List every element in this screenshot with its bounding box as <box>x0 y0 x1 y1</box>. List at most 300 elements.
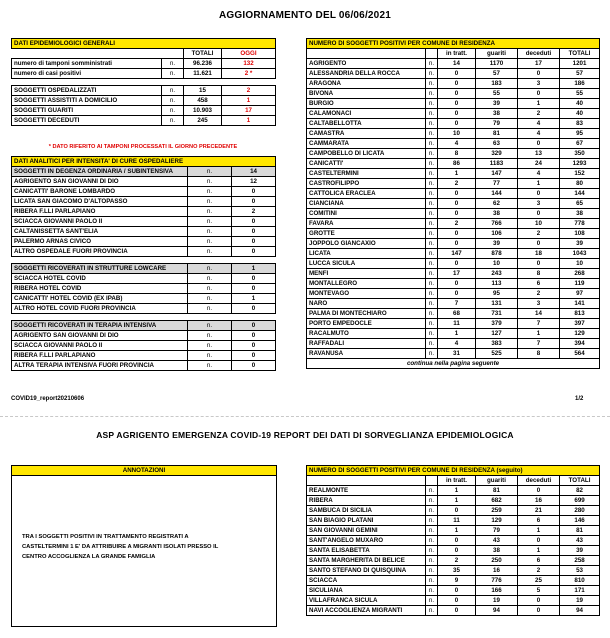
unit-label: n. <box>426 536 438 546</box>
analytic-row <box>12 294 276 304</box>
deceduti-value: 18 <box>518 249 560 259</box>
hospital-value: 0 <box>232 187 276 197</box>
in-tratt-value: 0 <box>438 596 476 606</box>
guariti-value: 63 <box>476 139 518 149</box>
comune-name: CAMPOBELLO DI LICATA <box>307 149 426 159</box>
unit-label: n. <box>188 321 232 331</box>
guariti-value: 77 <box>476 179 518 189</box>
comune-name: JOPPOLO GIANCAXIO <box>307 239 426 249</box>
totali-value: 43 <box>560 536 600 546</box>
hospital-value: 0 <box>232 274 276 284</box>
analytic-row <box>12 361 276 371</box>
totali-value: 146 <box>560 516 600 526</box>
deceduti-value: 0 <box>518 596 560 606</box>
in-tratt-value: 0 <box>438 289 476 299</box>
guariti-value: 95 <box>476 289 518 299</box>
unit-label: n. <box>426 586 438 596</box>
comune-name: SAN GIOVANNI GEMINI <box>307 526 426 536</box>
general-header: DATI EPIDEMIOLOGICI GENERALI <box>12 39 276 49</box>
comune-name: ALESSANDRIA DELLA ROCCA <box>307 69 426 79</box>
unit-label: n. <box>426 189 438 199</box>
deceduti-value: 0 <box>518 139 560 149</box>
unit-label: n. <box>188 304 232 314</box>
unit-label: n. <box>426 546 438 556</box>
deceduti-value: 6 <box>518 556 560 566</box>
totali-value: 40 <box>560 109 600 119</box>
comune-row <box>307 576 600 586</box>
unit-label: n. <box>426 596 438 606</box>
guariti-value: 79 <box>476 119 518 129</box>
analytic-row <box>12 351 276 361</box>
guariti-value: 131 <box>476 299 518 309</box>
general-total: 15 <box>184 86 222 96</box>
in-tratt-value: 0 <box>438 229 476 239</box>
deceduti-value: 17 <box>518 59 560 69</box>
deceduti-value: 1 <box>518 329 560 339</box>
continue-note: continua nella pagina seguente <box>307 359 600 369</box>
totali-value: 55 <box>560 89 600 99</box>
col-guariti: guariti <box>476 476 518 486</box>
general-rows-a <box>12 59 276 79</box>
deceduti-value: 0 <box>518 259 560 269</box>
deceduti-value: 14 <box>518 309 560 319</box>
comune-name: MENFI <box>307 269 426 279</box>
totali-value: 108 <box>560 229 600 239</box>
in-tratt-value: 0 <box>438 259 476 269</box>
analytic-row <box>12 207 276 217</box>
hospital-label: CANICATTI' BARONE LOMBARDO <box>12 187 188 197</box>
unit-label: n. <box>188 237 232 247</box>
annotations-header: ANNOTAZIONI <box>12 466 276 476</box>
comune-name: CAMMARATA <box>307 139 426 149</box>
totali-value: 699 <box>560 496 600 506</box>
general-row <box>12 86 276 96</box>
hospital-label: CANICATTI' HOTEL COVID (EX IPAB) <box>12 294 188 304</box>
hospital-value: 2 <box>232 207 276 217</box>
unit-label: n. <box>426 59 438 69</box>
comune-row <box>307 516 600 526</box>
deceduti-value: 2 <box>518 289 560 299</box>
deceduti-value: 4 <box>518 129 560 139</box>
unit-label: n. <box>188 227 232 237</box>
annotations-text <box>22 532 218 562</box>
deceduti-value: 2 <box>518 229 560 239</box>
group-label: SOGGETTI RICOVERATI IN TERAPIA INTENSIVA <box>12 321 188 331</box>
totali-value: 397 <box>560 319 600 329</box>
deceduti-value: 25 <box>518 576 560 586</box>
guariti-value: 55 <box>476 89 518 99</box>
unit-label: n. <box>188 177 232 187</box>
comune-row <box>307 329 600 339</box>
in-tratt-value: 1 <box>438 329 476 339</box>
guariti-value: 1183 <box>476 159 518 169</box>
comune-name: MONTEVAGO <box>307 289 426 299</box>
comune-name: COMITINI <box>307 209 426 219</box>
comune-name: VILLAFRANCA SICULA <box>307 596 426 606</box>
unit-label: n. <box>426 309 438 319</box>
guariti-value: 243 <box>476 269 518 279</box>
comune-row <box>307 239 600 249</box>
in-tratt-value: 0 <box>438 119 476 129</box>
guariti-value: 525 <box>476 349 518 359</box>
page-title: AGGIORNAMENTO DEL 06/06/2021 <box>219 10 391 21</box>
unit-label: n. <box>426 319 438 329</box>
unit-label: n. <box>162 96 184 106</box>
comune-row <box>307 69 600 79</box>
in-tratt-value: 0 <box>438 89 476 99</box>
guariti-value: 39 <box>476 99 518 109</box>
unit-label: n. <box>426 169 438 179</box>
deceduti-value: 8 <box>518 269 560 279</box>
unit-label: n. <box>426 129 438 139</box>
guariti-value: 383 <box>476 339 518 349</box>
comune-row <box>307 179 600 189</box>
unit-label: n. <box>426 526 438 536</box>
guariti-value: 682 <box>476 496 518 506</box>
in-tratt-value: 4 <box>438 139 476 149</box>
hospital-label: SCIACCA GIOVANNI PAOLO II <box>12 217 188 227</box>
hospital-value: 0 <box>232 227 276 237</box>
guariti-value: 38 <box>476 109 518 119</box>
analytic-row <box>12 247 276 257</box>
general-data-table <box>11 38 276 126</box>
comune-row <box>307 596 600 606</box>
hospital-value: 0 <box>232 197 276 207</box>
analytic-row <box>12 341 276 351</box>
guariti-value: 259 <box>476 506 518 516</box>
hospital-value: 0 <box>232 217 276 227</box>
guariti-value: 166 <box>476 586 518 596</box>
comune-name: SANTA ELISABETTA <box>307 546 426 556</box>
totali-value: 95 <box>560 129 600 139</box>
hospital-value: 0 <box>232 331 276 341</box>
comune-name: CANICATTI' <box>307 159 426 169</box>
hospital-label: CALTANISSETTA SANT'ELIA <box>12 227 188 237</box>
analytic-rows <box>12 167 276 371</box>
comune-name: CAMASTRA <box>307 129 426 139</box>
unit-label: n. <box>188 341 232 351</box>
hospital-value: 0 <box>232 361 276 371</box>
guariti-value: 57 <box>476 69 518 79</box>
unit-label: n. <box>426 239 438 249</box>
hospital-label: PALERMO ARNAS CIVICO <box>12 237 188 247</box>
general-today: 2 * <box>222 69 276 79</box>
unit-label: n. <box>426 229 438 239</box>
comune-name: LICATA <box>307 249 426 259</box>
group-label: SOGGETTI RICOVERATI IN STRUTTURE LOWCARE <box>12 264 188 274</box>
guariti-value: 38 <box>476 209 518 219</box>
deceduti-value: 0 <box>518 239 560 249</box>
totali-value: 19 <box>560 596 600 606</box>
deceduti-value: 6 <box>518 279 560 289</box>
col-deceduti: deceduti <box>518 49 560 59</box>
unit-label: n. <box>426 299 438 309</box>
unit-label: n. <box>426 576 438 586</box>
comune-name: SANTA MARGHERITA DI BELICE <box>307 556 426 566</box>
hospital-value: 0 <box>232 351 276 361</box>
totali-value: 1201 <box>560 59 600 69</box>
in-tratt-value: 0 <box>438 546 476 556</box>
general-rows-b <box>12 86 276 126</box>
hospital-label: LICATA SAN GIACOMO D'ALTOPASSO <box>12 197 188 207</box>
in-tratt-value: 0 <box>438 69 476 79</box>
in-tratt-value: 10 <box>438 129 476 139</box>
comune-row <box>307 269 600 279</box>
unit-label: n. <box>426 279 438 289</box>
guariti-value: 250 <box>476 556 518 566</box>
analytic-row <box>12 187 276 197</box>
totali-value: 39 <box>560 239 600 249</box>
general-label: SOGGETTI DECEDUTI <box>12 116 162 126</box>
col-oggi: OGGI <box>222 49 276 59</box>
comune-name: FAVARA <box>307 219 426 229</box>
hospital-value: 12 <box>232 177 276 187</box>
unit-label: n. <box>426 209 438 219</box>
in-tratt-value: 0 <box>438 189 476 199</box>
in-tratt-value: 68 <box>438 309 476 319</box>
general-label: SOGGETTI OSPEDALIZZATI <box>12 86 162 96</box>
hospital-label: SCIACCA HOTEL COVID <box>12 274 188 284</box>
totali-value: 82 <box>560 486 600 496</box>
totali-value: 144 <box>560 189 600 199</box>
deceduti-value: 3 <box>518 199 560 209</box>
comune-name: PORTO EMPEDOCLE <box>307 319 426 329</box>
unit-label: n. <box>426 99 438 109</box>
hospital-value: 1 <box>232 294 276 304</box>
general-label: SOGGETTI GUARITI <box>12 106 162 116</box>
comune-name: BIVONA <box>307 89 426 99</box>
general-total: 96.236 <box>184 59 222 69</box>
general-row <box>12 116 276 126</box>
unit-label: n. <box>426 249 438 259</box>
totali-value: 152 <box>560 169 600 179</box>
comune-name: REALMONTE <box>307 486 426 496</box>
comune-name: RACALMUTO <box>307 329 426 339</box>
in-tratt-value: 11 <box>438 319 476 329</box>
general-total: 458 <box>184 96 222 106</box>
comune-row <box>307 159 600 169</box>
analytic-row <box>12 217 276 227</box>
totali-value: 40 <box>560 99 600 109</box>
unit-label: n. <box>426 566 438 576</box>
report-title: ASP AGRIGENTO EMERGENZA COVID-19 REPORT DEI DATI DI SORVEGLIANZA EPIDEMIOLOGICA <box>96 430 514 440</box>
unit-label: n. <box>426 269 438 279</box>
group-label: SOGGETTI IN DEGENZA ORDINARIA / SUBINTENSIVA <box>12 167 188 177</box>
deceduti-value: 4 <box>518 169 560 179</box>
comune-row <box>307 169 600 179</box>
comune-name: RIBERA <box>307 496 426 506</box>
analytic-header: DATI ANALITICI PER INTENSITA' DI CURE OSPEDALIERE <box>12 157 276 167</box>
comune-row <box>307 556 600 566</box>
unit-label: n. <box>188 331 232 341</box>
guariti-value: 144 <box>476 189 518 199</box>
in-tratt-value: 0 <box>438 506 476 516</box>
spacer-cell <box>12 314 276 321</box>
general-label: numero di casi positivi <box>12 69 162 79</box>
deceduti-value: 24 <box>518 159 560 169</box>
comune-row <box>307 339 600 349</box>
footer-report-id: COVID19_report20210606 <box>11 396 85 402</box>
guariti-value: 183 <box>476 79 518 89</box>
deceduti-value: 21 <box>518 506 560 516</box>
in-tratt-value: 0 <box>438 239 476 249</box>
comune-row <box>307 526 600 536</box>
deceduti-value: 10 <box>518 219 560 229</box>
analytic-row <box>12 177 276 187</box>
page-separator <box>0 416 610 417</box>
deceduti-value: 8 <box>518 349 560 359</box>
general-total: 245 <box>184 116 222 126</box>
totali-value: 141 <box>560 299 600 309</box>
analytic-row <box>12 331 276 341</box>
unit-label: n. <box>426 119 438 129</box>
comune-name: CASTELTERMINI <box>307 169 426 179</box>
comune-row <box>307 89 600 99</box>
unit-label: n. <box>426 516 438 526</box>
annotation-line: CENTRO ACCOGLIENZA LA GRANDE FAMIGLIA <box>22 554 156 560</box>
unit-label: n. <box>426 89 438 99</box>
totali-value: 67 <box>560 139 600 149</box>
unit-label: n. <box>426 496 438 506</box>
unit-label: n. <box>426 159 438 169</box>
general-today: 17 <box>222 106 276 116</box>
comune-row <box>307 506 600 516</box>
general-total: 10.903 <box>184 106 222 116</box>
comune-name: SICULIANA <box>307 586 426 596</box>
unit-label: n. <box>188 294 232 304</box>
analytic-table <box>11 156 276 371</box>
totali-value: 394 <box>560 339 600 349</box>
unit-label: n. <box>162 59 184 69</box>
totali-value: 1293 <box>560 159 600 169</box>
totali-value: 186 <box>560 79 600 89</box>
in-tratt-value: 7 <box>438 299 476 309</box>
guariti-value: 379 <box>476 319 518 329</box>
comune-row <box>307 279 600 289</box>
in-tratt-value: 0 <box>438 586 476 596</box>
comune-name: MONTALLEGRO <box>307 279 426 289</box>
unit-label: n. <box>426 149 438 159</box>
comune-row <box>307 129 600 139</box>
col-totali: TOTALI <box>184 49 222 59</box>
col-in-tratt: in tratt. <box>438 476 476 486</box>
guariti-value: 81 <box>476 486 518 496</box>
hospital-value: 0 <box>232 304 276 314</box>
hospital-value: 0 <box>232 237 276 247</box>
unit-label: n. <box>426 69 438 79</box>
guariti-value: 81 <box>476 129 518 139</box>
in-tratt-value: 14 <box>438 59 476 69</box>
deceduti-value: 1 <box>518 99 560 109</box>
hospital-label: AGRIGENTO SAN GIOVANNI DI DIO <box>12 331 188 341</box>
unit-label: n. <box>426 339 438 349</box>
group-value: 1 <box>232 264 276 274</box>
guariti-value: 19 <box>476 596 518 606</box>
hospital-label: RIBERA HOTEL COVID <box>12 284 188 294</box>
deceduti-value: 7 <box>518 339 560 349</box>
deceduti-value: 1 <box>518 179 560 189</box>
unit-label: n. <box>162 106 184 116</box>
deceduti-value: 16 <box>518 496 560 506</box>
analytic-row <box>12 274 276 284</box>
unit-label: n. <box>188 274 232 284</box>
in-tratt-value: 4 <box>438 339 476 349</box>
unit-label: n. <box>426 79 438 89</box>
comune-row <box>307 109 600 119</box>
comune-name: SAMBUCA DI SICILIA <box>307 506 426 516</box>
in-tratt-value: 0 <box>438 536 476 546</box>
guariti-value: 94 <box>476 606 518 616</box>
deceduti-value: 0 <box>518 209 560 219</box>
general-today: 132 <box>222 59 276 69</box>
comuni-table <box>306 38 600 369</box>
deceduti-value: 1 <box>518 526 560 536</box>
hospital-label: RIBERA F.LLI PARLAPIANO <box>12 351 188 361</box>
general-today: 1 <box>222 96 276 106</box>
totali-value: 564 <box>560 349 600 359</box>
comune-name: SCIACCA <box>307 576 426 586</box>
unit-label: n. <box>162 86 184 96</box>
in-tratt-value: 0 <box>438 109 476 119</box>
comune-row <box>307 199 600 209</box>
in-tratt-value: 0 <box>438 209 476 219</box>
general-row <box>12 106 276 116</box>
col-in-tratt: in tratt. <box>438 49 476 59</box>
guariti-value: 62 <box>476 199 518 209</box>
comune-row <box>307 259 600 269</box>
comune-name: SAN BIAGIO PLATANI <box>307 516 426 526</box>
in-tratt-value: 147 <box>438 249 476 259</box>
deceduti-value: 0 <box>518 606 560 616</box>
unit-label: n. <box>188 167 232 177</box>
unit-label: n. <box>188 197 232 207</box>
totali-value: 1043 <box>560 249 600 259</box>
guariti-value: 127 <box>476 329 518 339</box>
comuni-header: NUMERO DI SOGGETTI POSITIVI PER COMUNE DI RESIDENZA <box>307 39 600 49</box>
in-tratt-value: 1 <box>438 496 476 506</box>
comune-row <box>307 309 600 319</box>
comune-name: CIANCIANA <box>307 199 426 209</box>
in-tratt-value: 1 <box>438 486 476 496</box>
comune-row <box>307 536 600 546</box>
comune-row <box>307 79 600 89</box>
comune-name: GROTTE <box>307 229 426 239</box>
comune-name: ARAGONA <box>307 79 426 89</box>
in-tratt-value: 0 <box>438 606 476 616</box>
totali-value: 171 <box>560 586 600 596</box>
in-tratt-value: 1 <box>438 169 476 179</box>
comune-name: CATTOLICA ERACLEA <box>307 189 426 199</box>
col-totali: TOTALI <box>560 49 600 59</box>
unit-label: n. <box>188 264 232 274</box>
general-total: 11.621 <box>184 69 222 79</box>
in-tratt-value: 2 <box>438 179 476 189</box>
totali-value: 83 <box>560 119 600 129</box>
tamponi-note: * DATO RIFERITO AI TAMPONI PROCESSATI IL GIORNO PRECEDENTE <box>48 144 238 150</box>
totali-value: 80 <box>560 179 600 189</box>
unit-label: n. <box>188 361 232 371</box>
unit-label: n. <box>188 217 232 227</box>
unit-label: n. <box>162 69 184 79</box>
totali-value: 778 <box>560 219 600 229</box>
comune-name: RAFFADALI <box>307 339 426 349</box>
general-row <box>12 96 276 106</box>
comune-name: CALAMONACI <box>307 109 426 119</box>
in-tratt-value: 0 <box>438 79 476 89</box>
deceduti-value: 13 <box>518 149 560 159</box>
deceduti-value: 2 <box>518 109 560 119</box>
unit-label: n. <box>426 179 438 189</box>
